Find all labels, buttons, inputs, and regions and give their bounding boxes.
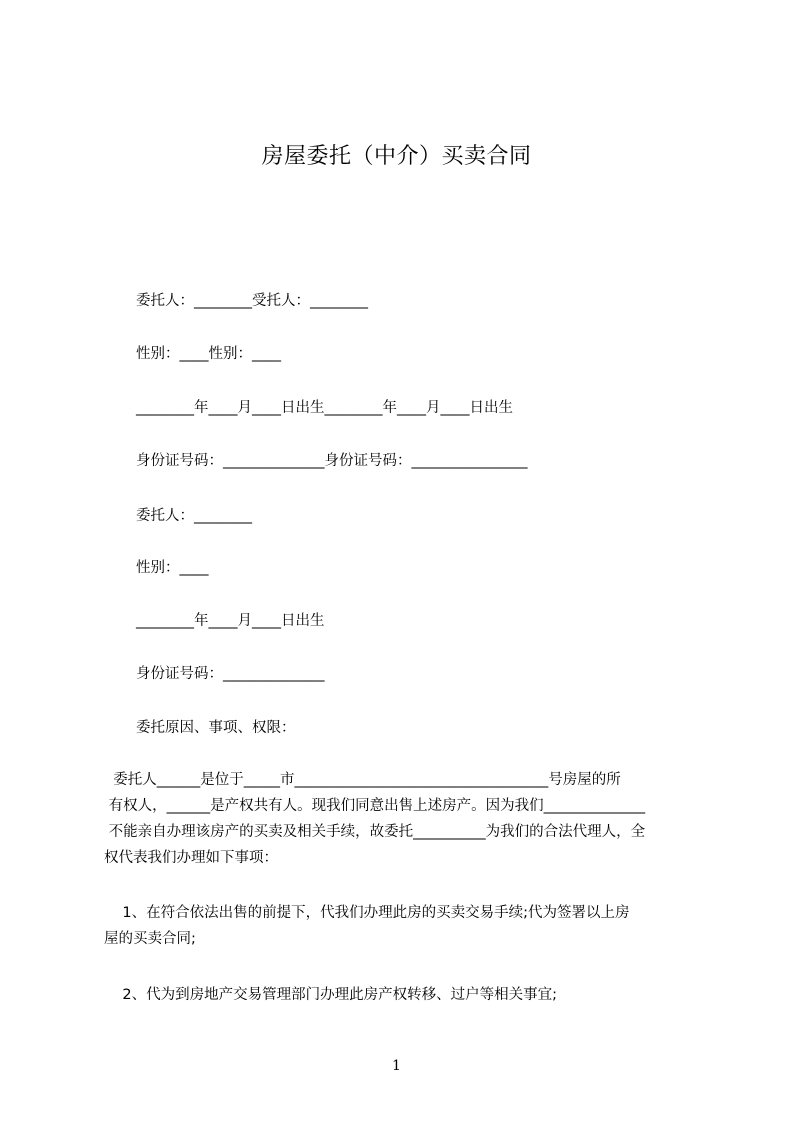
- gender-line-2: 性别：____: [136, 560, 209, 576]
- ownership-paragraph-line: 有权人，______是产权共有人。现我们同意出售上述房产。因为我们______________: [104, 798, 646, 814]
- delegation-heading: 委托原因、事项、权限：: [136, 720, 296, 736]
- item-1-line: 1、在符合依法出售的前提下，代我们办理此房的买卖交易手续;代为签署以上房: [104, 905, 630, 921]
- principal-trustee-line: 委托人：________受托人：________: [136, 293, 368, 309]
- birthdate-line-2: ________年____月____日出生: [136, 613, 325, 629]
- ownership-paragraph-line: 不能亲自办理该房产的买卖及相关手续，故委托__________为我们的合法代理人，全: [104, 824, 646, 840]
- id-number-line-2: 身份证号码：______________: [136, 666, 325, 682]
- birthdate-line: ________年____月____日出生________年____月____日出生: [136, 400, 513, 416]
- ownership-paragraph: [104, 767, 704, 871]
- ownership-paragraph-line: 权代表我们办理如下事项：: [104, 850, 278, 866]
- page-number: 1: [392, 1058, 401, 1074]
- item-2: [104, 982, 704, 1008]
- principal-line-2: 委托人：________: [136, 508, 252, 524]
- item-2-line: 2、代为到房地产交易管理部门办理此房产权转移、过户等相关事宜;: [104, 987, 558, 1003]
- document-title: 房屋委托（中介）买卖合同: [261, 144, 532, 169]
- item-1: [104, 900, 704, 952]
- id-number-line: 身份证号码：______________身份证号码：________________: [136, 453, 528, 469]
- ownership-paragraph-line: 委托人______是位于_____市___________________________________号房屋的所: [104, 772, 621, 788]
- item-1-line: 屋的买卖合同;: [104, 931, 196, 947]
- gender-line: 性别：____性别：____: [136, 346, 281, 362]
